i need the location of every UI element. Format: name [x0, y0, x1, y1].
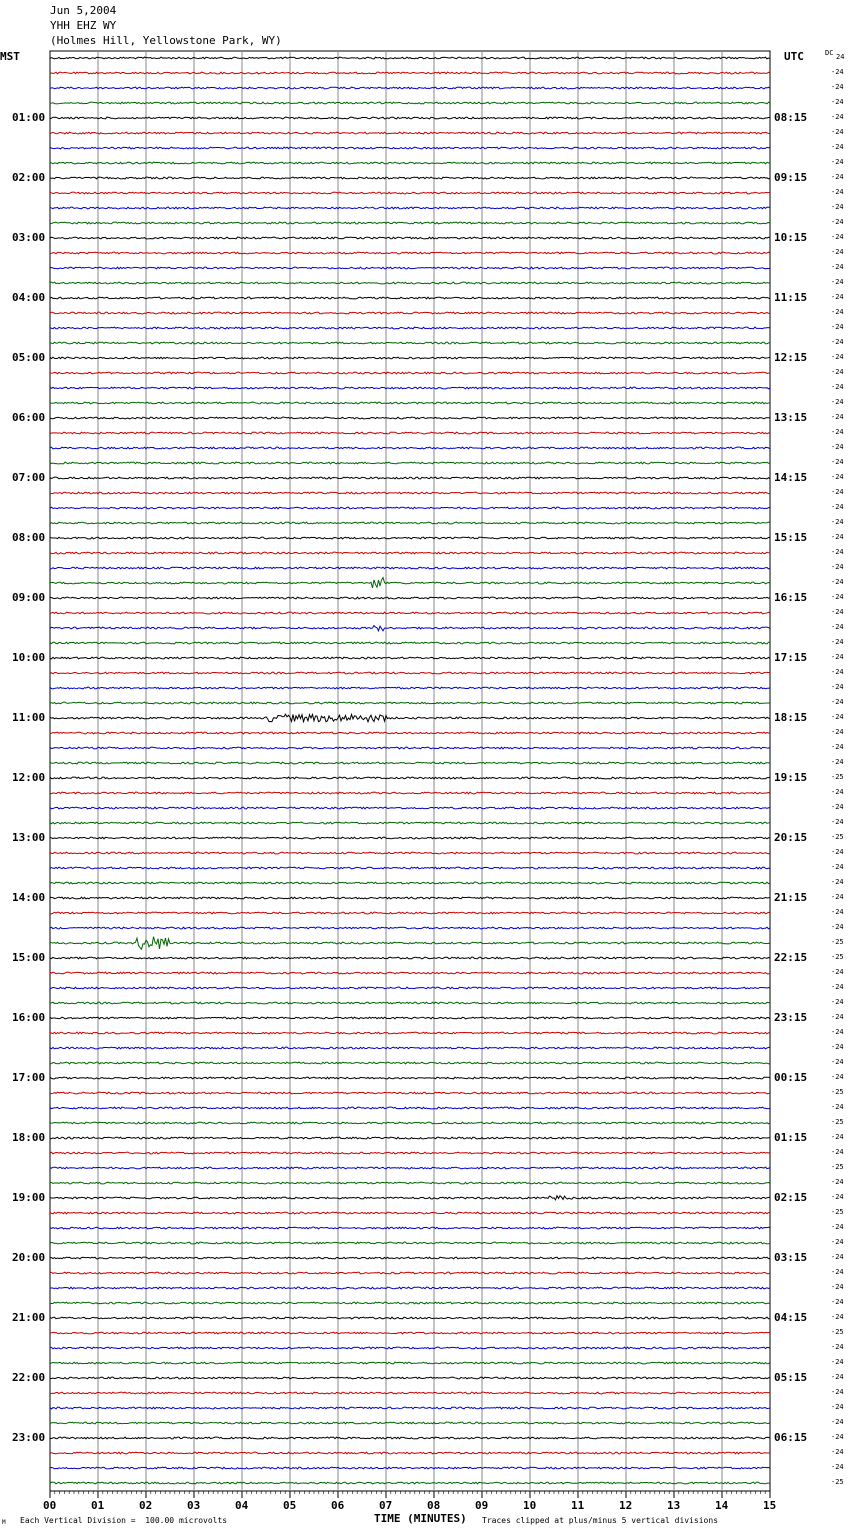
- x-tick-label: 08: [427, 1499, 441, 1512]
- trace-row-43: [50, 702, 770, 704]
- trace-row-12: [50, 237, 770, 239]
- dc-offset-label: -24: [831, 1253, 844, 1261]
- trace-row-19: [50, 342, 770, 344]
- trace-row-50: [50, 807, 770, 809]
- x-tick-label: 12: [619, 1499, 633, 1512]
- dc-offset-label: -25: [831, 1118, 844, 1126]
- trace-row-36: [50, 597, 770, 599]
- dc-offset-label: -24: [831, 638, 844, 646]
- utc-hour-label: 04:15: [774, 1311, 808, 1324]
- x-tick-label: 01: [91, 1499, 105, 1512]
- dc-offset-label: -24: [831, 353, 844, 361]
- utc-hour-label: 20:15: [774, 831, 808, 844]
- trace-row-33: [50, 552, 770, 554]
- dc-offset-label: -24: [831, 968, 844, 976]
- dc-offset-label: -24: [831, 683, 844, 691]
- trace-row-54: [50, 867, 770, 869]
- trace-row-38: [50, 626, 770, 631]
- mst-hour-label: 23:00: [12, 1431, 46, 1444]
- utc-hour-label: 01:15: [774, 1131, 808, 1144]
- dc-offset-label: -24: [831, 1148, 844, 1156]
- trace-row-60: [50, 957, 770, 959]
- mst-hour-label: 15:00: [12, 951, 46, 964]
- dc-offset-label: -25: [831, 1478, 844, 1486]
- x-tick-label: 00: [43, 1499, 57, 1512]
- right-axis-title: UTC: [784, 50, 804, 63]
- trace-row-79: [50, 1242, 770, 1244]
- utc-hour-label: 02:15: [774, 1191, 808, 1204]
- trace-row-26: [50, 447, 770, 449]
- dc-offset-label: -24: [831, 1313, 844, 1321]
- trace-row-59: [50, 937, 770, 950]
- trace-row-27: [50, 462, 770, 464]
- dc-offset-label: -24: [831, 653, 844, 661]
- station-code: YHH EHZ WY: [50, 19, 117, 32]
- trace-row-4: [50, 117, 770, 119]
- trace-row-73: [50, 1152, 770, 1154]
- trace-row-15: [50, 282, 770, 284]
- trace-row-69: [50, 1092, 770, 1094]
- mst-hour-label: 13:00: [12, 831, 46, 844]
- dc-offset-label: -25: [831, 1088, 844, 1096]
- dc-offset-label: -25: [831, 773, 844, 781]
- scale-note: Each Vertical Division = 100.00 microvolts: [20, 1516, 228, 1525]
- dc-offset-label: -24: [831, 203, 844, 211]
- trace-row-48: [50, 777, 770, 779]
- dc-offset-label: -24: [831, 1448, 844, 1456]
- utc-hour-label: 05:15: [774, 1371, 808, 1384]
- utc-hour-label: 08:15: [774, 111, 808, 124]
- trace-row-22: [50, 387, 770, 389]
- dc-offset-label: -24: [831, 548, 844, 556]
- trace-row-28: [50, 477, 770, 479]
- dc-offset-label: -24: [831, 263, 844, 271]
- corner-mark: M: [2, 1519, 6, 1526]
- dc-offset-label: -24: [831, 473, 844, 481]
- trace-row-42: [50, 687, 770, 689]
- trace-row-83: [50, 1302, 770, 1304]
- trace-row-11: [50, 222, 770, 224]
- trace-row-65: [50, 1032, 770, 1034]
- utc-hour-label: 12:15: [774, 351, 808, 364]
- trace-row-58: [50, 927, 770, 929]
- dc-offset-label: -24: [831, 1388, 844, 1396]
- utc-hour-label: 16:15: [774, 591, 808, 604]
- dc-offset-label: -24: [831, 743, 844, 751]
- dc-offset-label: -24: [831, 1028, 844, 1036]
- record-date: Jun 5,2004: [50, 4, 117, 17]
- trace-row-85: [50, 1332, 770, 1334]
- mst-hour-label: 04:00: [12, 291, 46, 304]
- mst-hour-label: 06:00: [12, 411, 46, 424]
- trace-row-66: [50, 1047, 770, 1049]
- dc-offset-label: -24: [831, 173, 844, 181]
- dc-offset-label: -24: [831, 233, 844, 241]
- utc-hour-label: 21:15: [774, 891, 808, 904]
- utc-hour-label: 06:15: [774, 1431, 808, 1444]
- trace-row-25: [50, 432, 770, 434]
- trace-row-91: [50, 1422, 770, 1424]
- dc-offset-label: -24: [831, 1373, 844, 1381]
- trace-row-21: [50, 372, 770, 374]
- dc-offset-label: -24: [831, 218, 844, 226]
- trace-row-35: [50, 578, 770, 588]
- trace-row-90: [50, 1407, 770, 1409]
- trace-row-82: [50, 1287, 770, 1289]
- dc-offset-label: -24: [831, 98, 844, 106]
- dc-offset-label: -24: [831, 1433, 844, 1441]
- dc-offset-label: -24: [831, 1223, 844, 1231]
- dc-offset-label: -24: [831, 623, 844, 631]
- trace-row-23: [50, 402, 770, 404]
- dc-offset-label: -24: [831, 788, 844, 796]
- trace-row-0: [50, 57, 770, 59]
- utc-hour-label: 15:15: [774, 531, 808, 544]
- utc-hour-label: 03:15: [774, 1251, 808, 1264]
- dc-offset-label: -24: [831, 533, 844, 541]
- dc-offset-label: -24: [831, 278, 844, 286]
- trace-row-47: [50, 762, 770, 764]
- dc-offset-label: -24: [831, 998, 844, 1006]
- dc-offset-label: -24: [831, 1403, 844, 1411]
- dc-offset-label: -24: [831, 863, 844, 871]
- dc-offset-label: -24: [831, 1013, 844, 1021]
- dc-offset-label: -24: [831, 1283, 844, 1291]
- trace-row-52: [50, 837, 770, 839]
- trace-row-14: [50, 267, 770, 269]
- dc-offset-label: -24: [831, 1268, 844, 1276]
- x-tick-label: 03: [187, 1499, 201, 1512]
- x-tick-label: 13: [667, 1499, 681, 1512]
- dc-offset-label: -24: [831, 1073, 844, 1081]
- dc-offset-label: -24: [831, 818, 844, 826]
- dc-offset-label: -24: [831, 443, 844, 451]
- trace-row-61: [50, 972, 770, 974]
- trace-row-77: [50, 1212, 770, 1214]
- trace-row-75: [50, 1182, 770, 1184]
- trace-row-46: [50, 747, 770, 749]
- trace-row-3: [50, 102, 770, 104]
- dc-offset-label: -24: [831, 878, 844, 886]
- trace-row-84: [50, 1317, 770, 1319]
- dc-offset-label: -24: [831, 1418, 844, 1426]
- dc-offset-label: -24: [831, 188, 844, 196]
- trace-row-6: [50, 147, 770, 149]
- trace-row-2: [50, 87, 770, 89]
- trace-row-71: [50, 1122, 770, 1124]
- dc-offset-label: -25: [831, 1163, 844, 1171]
- trace-row-53: [50, 852, 770, 854]
- trace-row-64: [50, 1017, 770, 1019]
- trace-row-80: [50, 1257, 770, 1259]
- utc-hour-label: 09:15: [774, 171, 808, 184]
- utc-hour-label: 00:15: [774, 1071, 808, 1084]
- mst-hour-label: 08:00: [12, 531, 46, 544]
- dc-offset-label: -24: [831, 68, 844, 76]
- dc-offset-label: -24: [831, 578, 844, 586]
- dc-offset-label: -24: [831, 1058, 844, 1066]
- mst-hour-label: 11:00: [12, 711, 46, 724]
- x-tick-label: 15: [763, 1499, 777, 1512]
- dc-offset-label: -24: [831, 503, 844, 511]
- trace-row-74: [50, 1167, 770, 1169]
- trace-row-87: [50, 1362, 770, 1364]
- x-tick-label: 09: [475, 1499, 489, 1512]
- trace-row-62: [50, 987, 770, 989]
- mst-hour-label: 17:00: [12, 1071, 46, 1084]
- trace-row-78: [50, 1227, 770, 1229]
- utc-hour-label: 10:15: [774, 231, 808, 244]
- trace-row-24: [50, 417, 770, 419]
- trace-row-94: [50, 1467, 770, 1469]
- station-location: (Holmes Hill, Yellowstone Park, WY): [50, 34, 282, 47]
- dc-offset-label: -24: [831, 323, 844, 331]
- mst-hour-label: 18:00: [12, 1131, 46, 1144]
- trace-row-51: [50, 822, 770, 824]
- x-tick-label: 07: [379, 1499, 393, 1512]
- trace-row-89: [50, 1392, 770, 1394]
- dc-offset-label: -24: [831, 608, 844, 616]
- trace-row-34: [50, 567, 770, 569]
- trace-row-18: [50, 327, 770, 329]
- trace-row-7: [50, 162, 770, 164]
- trace-row-81: [50, 1272, 770, 1274]
- trace-row-67: [50, 1062, 770, 1064]
- trace-row-30: [50, 507, 770, 509]
- dc-offset-label: -24: [831, 293, 844, 301]
- dc-offset-label: -24: [831, 668, 844, 676]
- dc-offset-label: -24: [831, 158, 844, 166]
- trace-row-32: [50, 537, 770, 539]
- trace-row-29: [50, 492, 770, 494]
- dc-offset-label: -24: [831, 458, 844, 466]
- dc-offset-label: -24: [831, 428, 844, 436]
- mst-hour-label: 07:00: [12, 471, 46, 484]
- dc-offset-label: -24: [831, 983, 844, 991]
- dc-offset-label: -24: [831, 1343, 844, 1351]
- dc-offset-label: -24: [831, 893, 844, 901]
- x-tick-label: 04: [235, 1499, 249, 1512]
- dc-offset-label: -24: [831, 368, 844, 376]
- trace-row-86: [50, 1347, 770, 1349]
- x-tick-label: 14: [715, 1499, 729, 1512]
- mst-hour-label: 14:00: [12, 891, 46, 904]
- dc-offset-label: -24: [831, 1178, 844, 1186]
- x-tick-label: 06: [331, 1499, 345, 1512]
- trace-row-49: [50, 792, 770, 794]
- dc-offset-label: -24: [831, 1358, 844, 1366]
- dc-offset-label: -24: [831, 128, 844, 136]
- x-axis-label: TIME (MINUTES): [374, 1512, 467, 1525]
- mst-hour-label: 03:00: [12, 231, 46, 244]
- dc-offset-label: -24: [831, 563, 844, 571]
- trace-row-72: [50, 1137, 770, 1139]
- trace-row-8: [50, 177, 770, 179]
- x-tick-label: 05: [283, 1499, 297, 1512]
- dc-offset-label: -24: [831, 1193, 844, 1201]
- trace-row-20: [50, 357, 770, 359]
- trace-row-40: [50, 657, 770, 659]
- dc-offset-label: -24: [831, 1043, 844, 1051]
- dc-offset-label: -24: [831, 413, 844, 421]
- trace-row-92: [50, 1437, 770, 1439]
- utc-hour-label: 23:15: [774, 1011, 808, 1024]
- dc-offset-label: -24: [831, 338, 844, 346]
- dc-offset-label: -24: [831, 83, 844, 91]
- dc-offset-label: -24: [831, 383, 844, 391]
- mst-hour-label: 05:00: [12, 351, 46, 364]
- utc-hour-label: 14:15: [774, 471, 808, 484]
- mst-hour-label: 19:00: [12, 1191, 46, 1204]
- utc-hour-label: 11:15: [774, 291, 808, 304]
- trace-row-5: [50, 132, 770, 134]
- trace-row-56: [50, 897, 770, 899]
- utc-hour-label: 19:15: [774, 771, 808, 784]
- trace-row-37: [50, 612, 770, 614]
- trace-row-57: [50, 912, 770, 914]
- trace-row-17: [50, 312, 770, 314]
- x-tick-label: 10: [523, 1499, 537, 1512]
- trace-row-63: [50, 1002, 770, 1004]
- dc-offset-label: -24: [831, 488, 844, 496]
- clip-note: Traces clipped at plus/minus 5 vertical divisions: [482, 1516, 719, 1525]
- dc-offset-label: -24: [831, 908, 844, 916]
- trace-row-95: [50, 1482, 770, 1484]
- utc-hour-label: 22:15: [774, 951, 808, 964]
- dc-offset-label: -24: [831, 728, 844, 736]
- dc-offset-label: -24: [831, 758, 844, 766]
- dc-offset-label: -24: [831, 698, 844, 706]
- utc-hour-label: 17:15: [774, 651, 808, 664]
- trace-row-1: [50, 72, 770, 74]
- dc-offset-label: -25: [831, 953, 844, 961]
- trace-row-45: [50, 732, 770, 734]
- trace-row-76: [50, 1196, 770, 1200]
- dc-offset-label: -24: [831, 848, 844, 856]
- dc-header: DC: [825, 49, 834, 57]
- dc-offset-label: -24: [831, 1103, 844, 1111]
- dc-offset-label: -25: [831, 938, 844, 946]
- trace-row-70: [50, 1107, 770, 1109]
- trace-row-9: [50, 192, 770, 194]
- dc-offset-label: -24: [831, 113, 844, 121]
- left-axis-title: MST: [0, 50, 20, 63]
- dc-offset-label: -24: [831, 398, 844, 406]
- dc-offset-label: -24: [831, 1298, 844, 1306]
- trace-row-39: [50, 642, 770, 644]
- trace-row-13: [50, 252, 770, 254]
- x-tick-label: 11: [571, 1499, 585, 1512]
- mst-hour-label: 21:00: [12, 1311, 46, 1324]
- dc-offset-label: -24: [831, 1133, 844, 1141]
- trace-row-16: [50, 297, 770, 299]
- mst-hour-label: 01:00: [12, 111, 46, 124]
- mst-hour-label: 02:00: [12, 171, 46, 184]
- mst-hour-label: 10:00: [12, 651, 46, 664]
- trace-row-55: [50, 882, 770, 884]
- dc-offset-label: -25: [831, 833, 844, 841]
- dc-offset-label: -24: [831, 1238, 844, 1246]
- utc-hour-label: 13:15: [774, 411, 808, 424]
- mst-hour-label: 16:00: [12, 1011, 46, 1024]
- mst-hour-label: 12:00: [12, 771, 46, 784]
- dc-offset-label: -24: [831, 308, 844, 316]
- mst-hour-label: 22:00: [12, 1371, 46, 1384]
- dc-offset-label: -25: [831, 1328, 844, 1336]
- dc-offset-label: 24: [836, 53, 845, 61]
- dc-offset-label: -25: [831, 1208, 844, 1216]
- mst-hour-label: 09:00: [12, 591, 46, 604]
- x-tick-label: 02: [139, 1499, 153, 1512]
- dc-offset-label: -24: [831, 248, 844, 256]
- dc-offset-label: -24: [831, 713, 844, 721]
- trace-row-44: [50, 714, 770, 722]
- dc-offset-label: -24: [831, 143, 844, 151]
- dc-offset-label: -24: [831, 1463, 844, 1471]
- dc-offset-label: -24: [831, 803, 844, 811]
- trace-row-10: [50, 207, 770, 209]
- trace-row-41: [50, 672, 770, 674]
- utc-hour-label: 18:15: [774, 711, 808, 724]
- dc-offset-label: -24: [831, 923, 844, 931]
- trace-row-93: [50, 1452, 770, 1454]
- dc-offset-label: -24: [831, 593, 844, 601]
- trace-row-88: [50, 1377, 770, 1379]
- trace-row-68: [50, 1077, 770, 1079]
- trace-row-31: [50, 522, 770, 524]
- mst-hour-label: 20:00: [12, 1251, 46, 1264]
- dc-offset-label: -24: [831, 518, 844, 526]
